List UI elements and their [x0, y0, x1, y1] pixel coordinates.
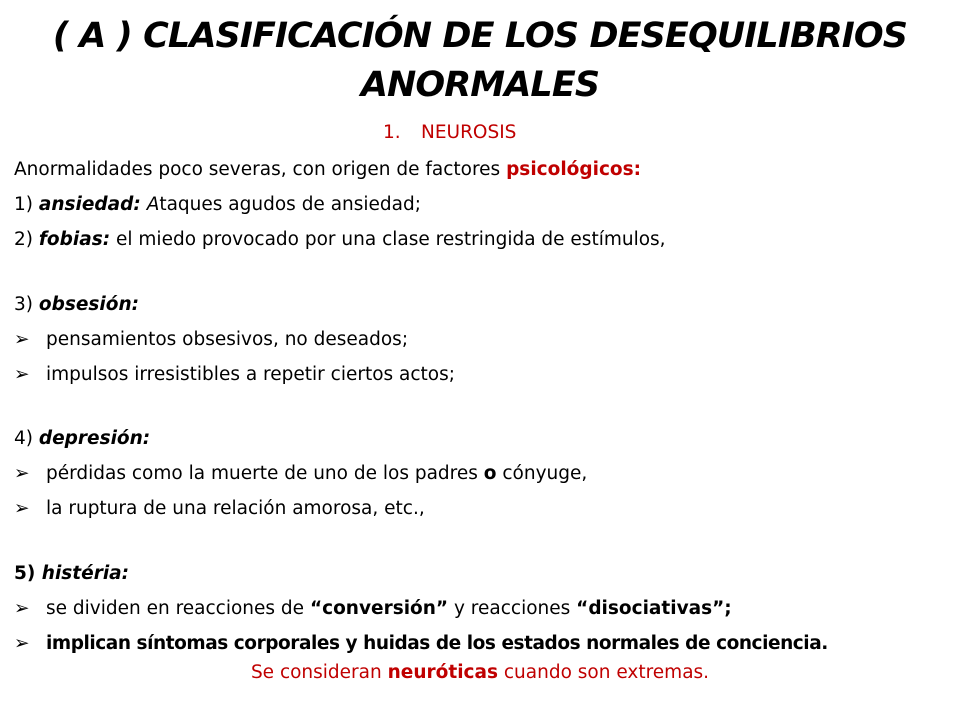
- item-5-bullet-1: [14, 596, 732, 622]
- section-heading: [383, 120, 516, 146]
- item-3-bullet-2: [14, 362, 455, 388]
- intro-line: [14, 157, 641, 183]
- footer-after: cuando son extremas.: [498, 662, 710, 683]
- arrow-bullet-icon: ➢: [14, 598, 30, 619]
- item-4-bullet-2: [14, 496, 425, 522]
- arrow-bullet-icon: ➢: [14, 364, 30, 385]
- item-4-bullet-1-after: cónyuge,: [496, 463, 588, 484]
- slide-title-line-2: ANORMALES: [360, 65, 600, 105]
- footer-bold: neuróticas: [387, 662, 498, 683]
- item-3-bullet-1: [14, 327, 408, 353]
- item-5-term: histéria:: [41, 563, 130, 584]
- item-5-bullet-1-bold-1: “conversión”: [309, 598, 449, 619]
- item-5-bullet-1-text: se dividen en reacciones de: [46, 598, 310, 619]
- item-5-bullet-1-bold-2: “disociativas”;: [576, 598, 732, 619]
- item-3-number: 3): [14, 294, 39, 315]
- arrow-bullet-icon: ➢: [14, 498, 30, 519]
- item-2-term: fobias:: [38, 229, 111, 250]
- item-5-bullet-2-text: implican síntomas corporales y huidas de los estados normales de conciencia.: [46, 633, 828, 654]
- item-3-term: obsesión:: [38, 294, 140, 315]
- section-heading-label: NEUROSIS: [421, 122, 517, 143]
- item-5-line: [14, 561, 129, 587]
- item-4-bullet-2-text: la ruptura de una relación amorosa, etc.,: [46, 498, 425, 519]
- item-3-line: [14, 292, 139, 318]
- item-1-number: 1): [14, 194, 39, 215]
- item-2-text: el miedo provocado por una clase restringida de estímulos,: [110, 229, 666, 250]
- footer-text: Se consideran: [250, 662, 388, 683]
- item-5-bullet-1-middle: y reacciones: [448, 598, 577, 619]
- item-4-line: [14, 426, 150, 452]
- item-1-text: taques agudos de ansiedad;: [159, 194, 421, 215]
- item-4-bullet-1-text: pérdidas como la muerte de uno de los padres: [46, 463, 484, 484]
- intro-highlight: psicológicos:: [506, 159, 642, 180]
- intro-text: Anormalidades poco severas, con origen de factores: [14, 159, 507, 180]
- item-2-number: 2): [14, 229, 39, 250]
- item-1-first-letter: A: [146, 194, 160, 215]
- section-heading-number: 1.: [383, 122, 401, 143]
- item-5-number: 5): [14, 563, 42, 584]
- arrow-bullet-icon: ➢: [14, 633, 30, 654]
- footer-note: [0, 660, 960, 686]
- arrow-bullet-icon: ➢: [14, 329, 30, 350]
- item-4-bullet-1: [14, 461, 587, 487]
- item-3-bullet-2-text: impulsos irresistibles a repetir ciertos actos;: [46, 364, 455, 385]
- item-1-term: ansiedad:: [38, 194, 141, 215]
- item-4-number: 4): [14, 428, 39, 449]
- item-3-bullet-1-text: pensamientos obsesivos, no deseados;: [46, 329, 409, 350]
- slide-title: [0, 12, 960, 110]
- item-5-bullet-2: [14, 631, 828, 657]
- item-4-term: depresión:: [38, 428, 151, 449]
- arrow-bullet-icon: ➢: [14, 463, 30, 484]
- item-2-line: [14, 227, 666, 253]
- item-1-line: [14, 192, 421, 218]
- item-4-bullet-1-bold: o: [483, 463, 497, 484]
- slide-title-line-1: ( A ) CLASIFICACIÓN DE LOS DESEQUILIBRIOS: [52, 16, 908, 56]
